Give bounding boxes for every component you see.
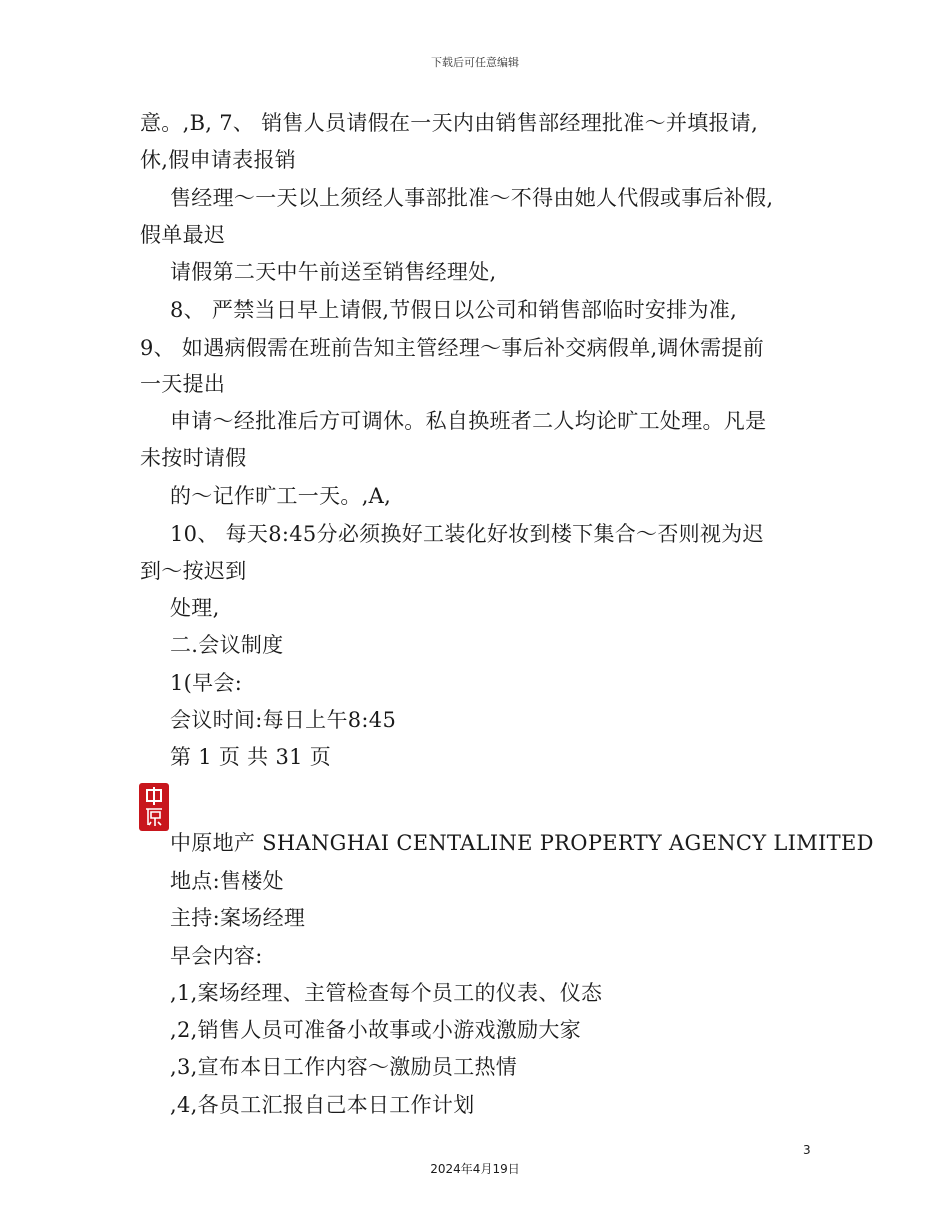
text-line: 申请～经批准后方可调休。私自换班者二人均论旷工处理。凡是 bbox=[170, 409, 767, 433]
section-heading: 二.会议制度 bbox=[170, 633, 284, 657]
page-count-line: 第 1 页 共 31 页 bbox=[170, 745, 332, 769]
text-line: 主持:案场经理 bbox=[170, 906, 306, 930]
text-line: 早会内容: bbox=[170, 944, 263, 968]
centaline-logo bbox=[139, 783, 169, 831]
list-item: ,1,案场经理、主管检查每个员工的仪表、仪态 bbox=[170, 981, 603, 1005]
company-line: 中原地产 SHANGHAI CENTALINE PROPERTY AGENCY LIMITED bbox=[170, 831, 874, 855]
list-item: ,3,宣布本日工作内容～激励员工热情 bbox=[170, 1055, 518, 1079]
text-line: 地点:售楼处 bbox=[170, 869, 284, 893]
text-line: 8、 严禁当日早上请假,节假日以公司和销售部临时安排为准, bbox=[170, 298, 738, 322]
text-line: 休,假申请表报销 bbox=[140, 148, 297, 172]
text-line: 请假第二天中午前送至销售经理处, bbox=[170, 260, 497, 284]
text-line: 售经理～一天以上须经人事部批准～不得由她人代假或事后补假, bbox=[170, 186, 774, 210]
list-item: ,4,各员工汇报自己本日工作计划 bbox=[170, 1093, 475, 1117]
text-line: 1(早会: bbox=[170, 671, 243, 695]
text-line: 处理, bbox=[170, 596, 220, 620]
text-line: 会议时间:每日上午8:45 bbox=[170, 708, 397, 732]
text-line: 未按时请假 bbox=[140, 446, 247, 470]
page-number: 3 bbox=[803, 1143, 811, 1157]
text-line: 10、 每天8:45分必须换好工装化好妆到楼下集合～否则视为迟 bbox=[170, 522, 764, 546]
text-line: 假单最迟 bbox=[140, 223, 226, 247]
text-line: 到～按迟到 bbox=[140, 559, 247, 583]
page-header: 下载后可任意编辑 bbox=[431, 56, 519, 69]
text-line: 一天提出 bbox=[140, 372, 226, 396]
text-line: 意。,B, 7、 销售人员请假在一天内由销售部经理批准～并填报请, bbox=[140, 111, 759, 135]
footer-date: 2024年4月19日 bbox=[430, 1162, 520, 1176]
list-item: ,2,销售人员可准备小故事或小游戏激励大家 bbox=[170, 1018, 582, 1042]
text-line: 9、 如遇病假需在班前告知主管经理～事后补交病假单,调休需提前 bbox=[140, 336, 765, 360]
text-line: 的～记作旷工一天。,A, bbox=[170, 484, 392, 508]
